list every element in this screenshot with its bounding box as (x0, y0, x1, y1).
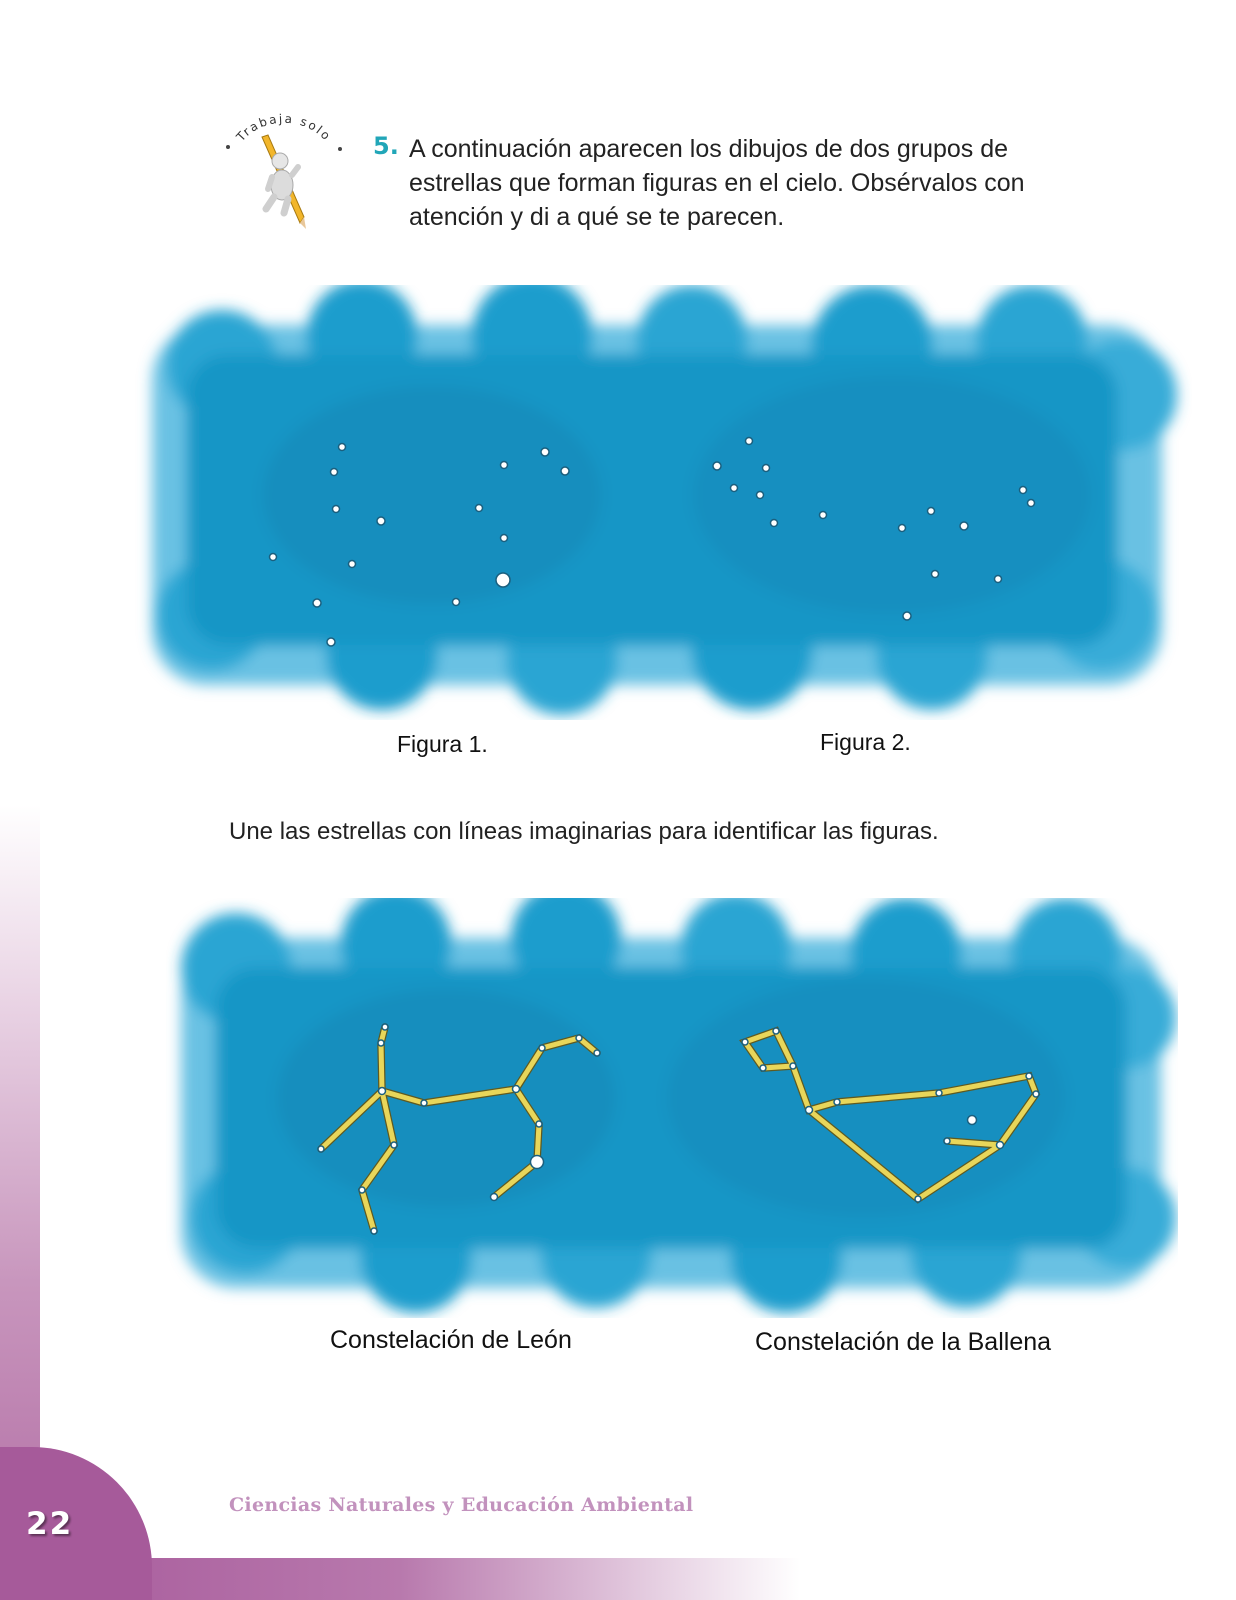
badge-label: Trabaja solo (233, 111, 335, 144)
exercise-number: 5. (373, 132, 399, 160)
exercise-text: A continuación aparecen los dibujos de dos grupos de estrellas que forman figuras en el cielo. Obsérvalos con atención y di a qué se te parecen. (409, 135, 1025, 231)
star-sky-figures (132, 285, 1192, 720)
figure-2-caption: Figura 2. (820, 729, 911, 755)
pencil-figure-icon (262, 135, 306, 229)
svg-text:Trabaja solo (233, 112, 334, 145)
page-number: 22 (26, 1506, 74, 1542)
instruction-text: Une las estrellas con líneas imaginarias para identificar las figuras. (229, 818, 939, 845)
footer-title: Ciencias Naturales y Educación Ambiental (229, 1494, 694, 1516)
work-alone-badge (214, 105, 354, 235)
whale-caption: Constelación de la Ballena (755, 1328, 1052, 1356)
page-number-tab (0, 1447, 152, 1600)
leo-caption: Constelación de León (330, 1326, 572, 1354)
figure-1-caption: Figura 1. (397, 731, 488, 757)
constellation-sky (166, 898, 1178, 1318)
